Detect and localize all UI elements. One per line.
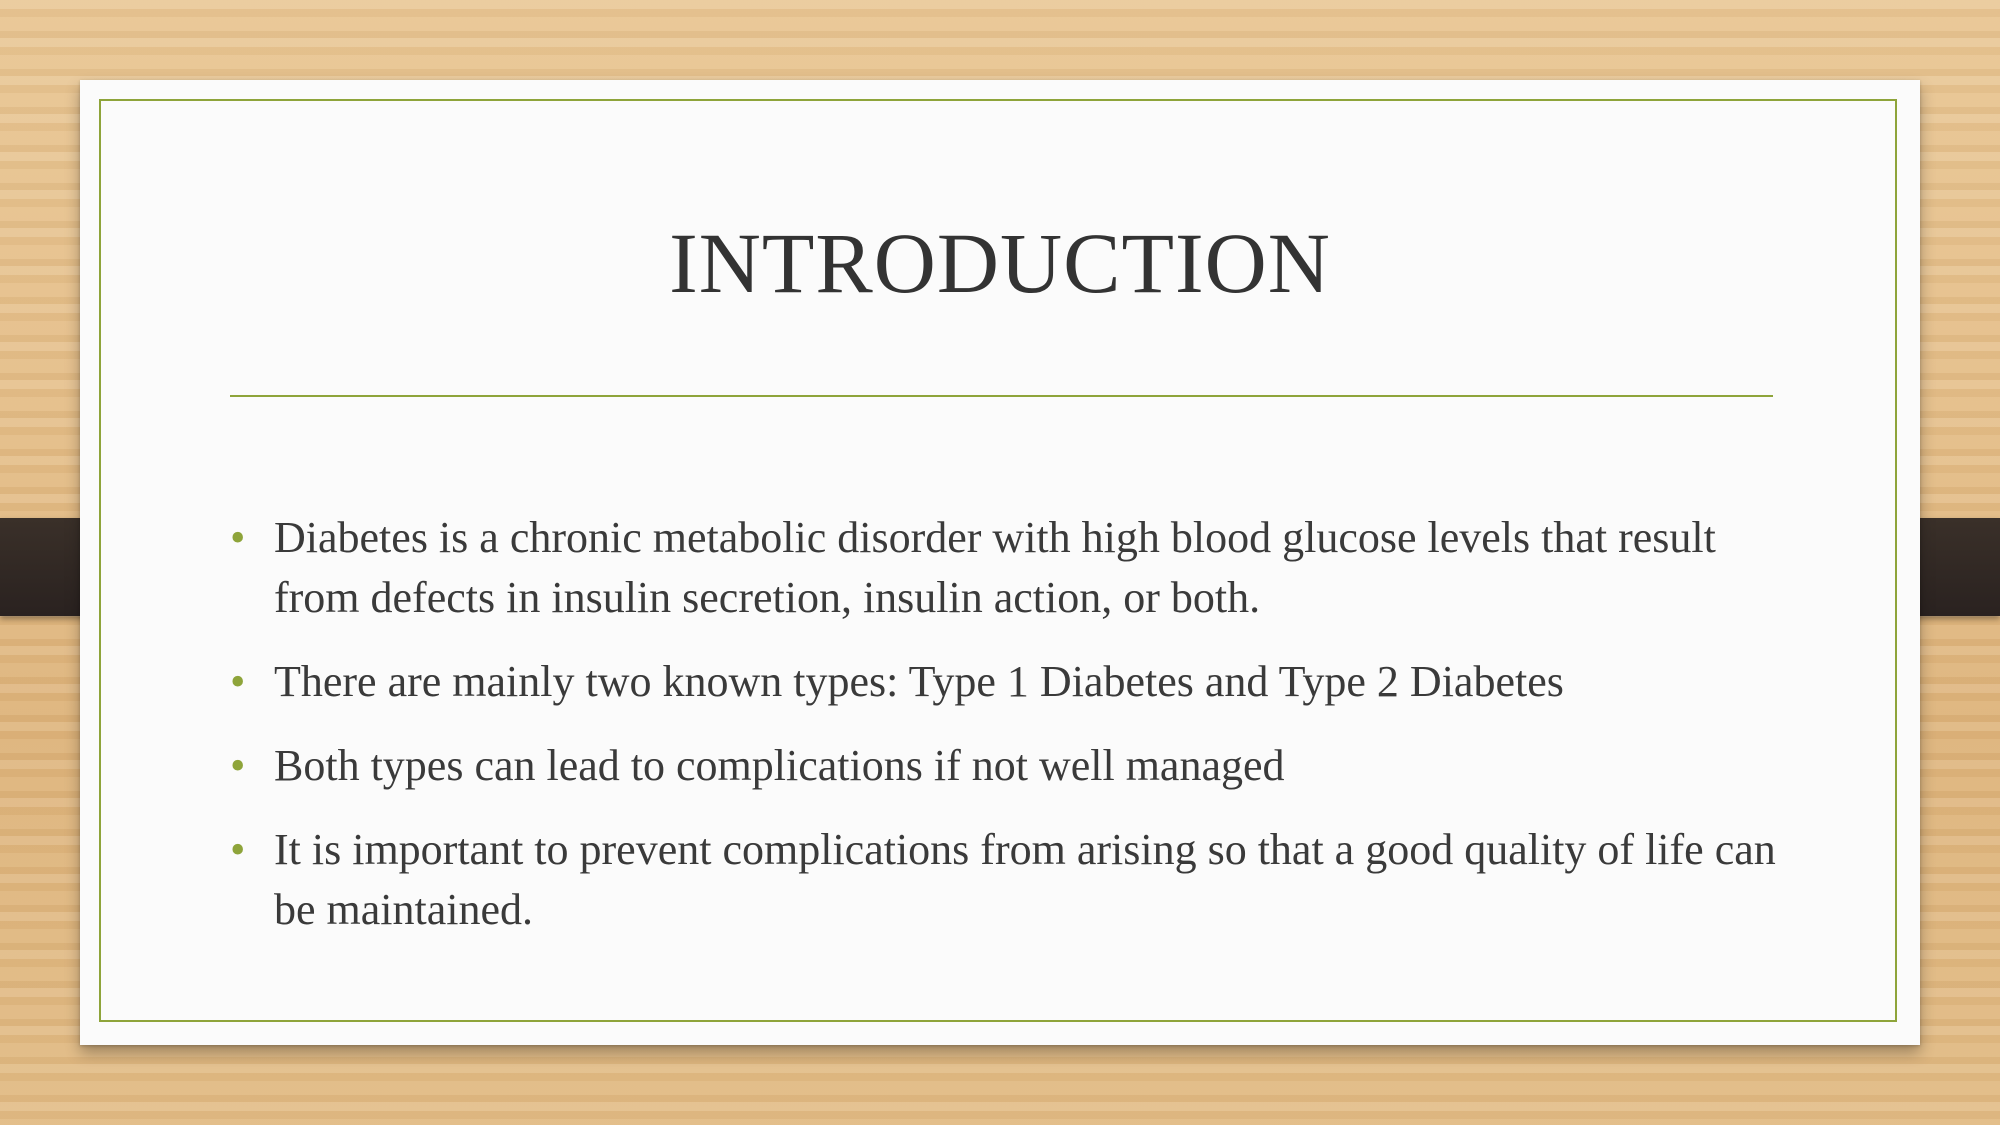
bullet-item (230, 652, 1790, 712)
bullet-dot-icon: • (230, 657, 246, 706)
bullet-dot-icon: • (230, 825, 246, 874)
bullet-dot-icon: • (230, 741, 246, 790)
bullet-item (230, 508, 1790, 628)
slide-canvas (80, 80, 1920, 1045)
bullet-item (230, 820, 1790, 940)
bullet-text: Both types can lead to complications if not well managed (274, 741, 1285, 790)
title-divider (230, 395, 1773, 397)
bullet-item (230, 736, 1790, 796)
bullet-dot-icon: • (230, 513, 246, 562)
slide-title: INTRODUCTION (669, 215, 1331, 311)
bullet-text: It is important to prevent complications from arising so that a good quality of life can be maintained. (274, 825, 1776, 934)
bullet-list (230, 508, 1790, 964)
bullet-text: There are mainly two known types: Type 1 Diabetes and Type 2 Diabetes (274, 657, 1564, 706)
bullet-text: Diabetes is a chronic metabolic disorder with high blood glucose levels that result from defects in insulin secretion, insulin action, or both. (274, 513, 1716, 622)
